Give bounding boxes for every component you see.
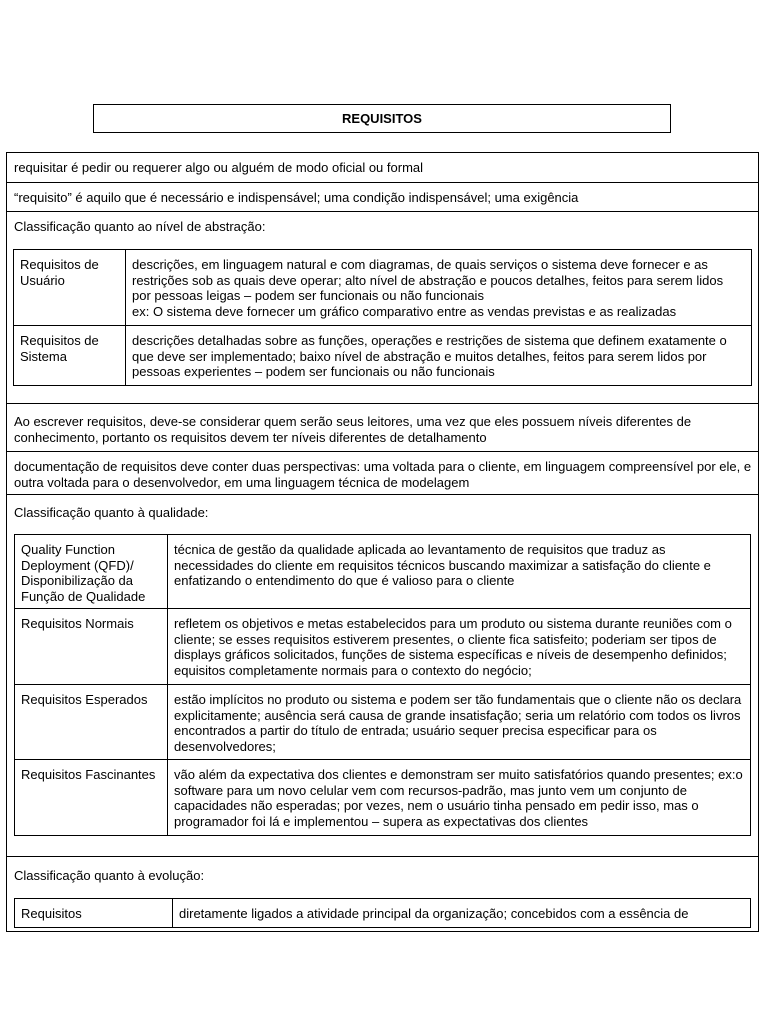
term-cell: Quality Function Deployment (QFD)/ Disponibilização da Função de Qualidade [15,535,168,609]
description-cell: descrições detalhadas sobre as funções, operações e restrições de sistema que definem exatamente o que deve ser implementado; baixo nível de abstração e muitos detalhes, feitos para serem lidos por pessoas experientes – podem ser funcionais ou não funcionais [126,326,752,386]
description-cell: técnica de gestão da qualidade aplicada ao levantamento de requisitos que traduz as necessidades do cliente em requisitos técnicos buscando maximizar a satisfação do cliente e enfatizando o entendimento do que é valioso para o cliente [168,535,751,609]
quality-section [7,494,758,856]
description-cell: refletem os objetivos e metas estabelecidos para um produto ou sistema durante reuniões com o cliente; se esses requisitos estiverem presentes, o cliente fica satisfeito; poderiam ser tipos de displays gráficos solicitados, funções de sistema específicas e níveis de desempenho definidos; equisitos completamente normais para o contexto do negócio; [168,609,751,685]
description-cell: vão além da expectativa dos clientes e demonstram ser muito satisfatórios quando presentes; ex:o software para um novo celular vem com recursos-padrão, mas junto vem um conjunto de capacidades não esperadas; por vezes, nem o usuário tinha pensado em pedir isso, mas o programador foi lá e implementou – supera as expectativas dos clientes [168,760,751,836]
note-text: Ao escrever requisitos, deve-se considerar quem serão seus leitores, uma vez que eles possuem níveis diferentes de conhecimento, portanto os requisitos devem ter níveis diferentes de detalhamento [14,414,692,445]
table-row [14,250,752,326]
evolution-table [14,898,751,928]
quality-table [14,534,751,836]
definition-text: requisitar é pedir ou requerer algo ou alguém de modo oficial ou formal [14,160,424,175]
table-row [14,326,752,386]
abstraction-section [7,211,758,403]
description-text: descrições, em linguagem natural e com diagramas, de quais serviços o sistema deve fornecer e as restrições sob as quais deve operar; alto nível de abstração e poucos detalhes, feitos para serem lidos por pessoas leigas – podem ser funcionais ou não funcionais [132,257,724,303]
definition-row [7,153,758,182]
term-cell: Requisitos de Usuário [14,250,126,326]
table-row [15,609,751,685]
abstraction-table [13,249,752,386]
table-row [15,535,751,609]
table-row [15,899,751,928]
definition-text: “requisito” é aquilo que é necessário e indispensável; uma condição indispensável; uma exigência [14,190,579,205]
section-heading: Classificação quanto ao nível de abstração: [14,219,266,234]
section-heading: Classificação quanto à qualidade: [14,505,209,520]
note-row [7,403,758,451]
term-cell: Requisitos de Sistema [14,326,126,386]
description-cell: estão implícitos no produto ou sistema e podem ser tão fundamentais que o cliente não os declara explicitamente; ausência será causa de grande insatisfação; seria um relatório com todos os livros encontrados a partir do título de entrada; usuário sequer precisa especificar para os desenvolvedores; [168,685,751,760]
definition-row [7,182,758,211]
term-cell: Requisitos Normais [15,609,168,685]
example-text: ex: O sistema deve fornecer um gráfico comparativo entre as vendas previstas e as realizadas [132,303,677,319]
note-row [7,451,758,494]
term-cell: Requisitos Esperados [15,685,168,760]
note-text: documentação de requisitos deve conter duas perspectivas: uma voltada para o cliente, em linguagem compreensível por ele, e outra voltada para o desenvolvedor, em uma linguagem técnica de modelagem [14,459,752,490]
table-row [15,685,751,760]
table-row [15,760,751,836]
description-cell: diretamente ligados a atividade principal da organização; concebidos com a essência de [173,899,751,928]
description-cell [126,250,752,326]
requirements-table [6,152,759,932]
term-cell: Requisitos Fascinantes [15,760,168,836]
section-heading: Classificação quanto à evolução: [14,868,205,883]
evolution-section [7,856,758,931]
term-cell: Requisitos [15,899,173,928]
document-title: REQUISITOS [93,104,671,133]
